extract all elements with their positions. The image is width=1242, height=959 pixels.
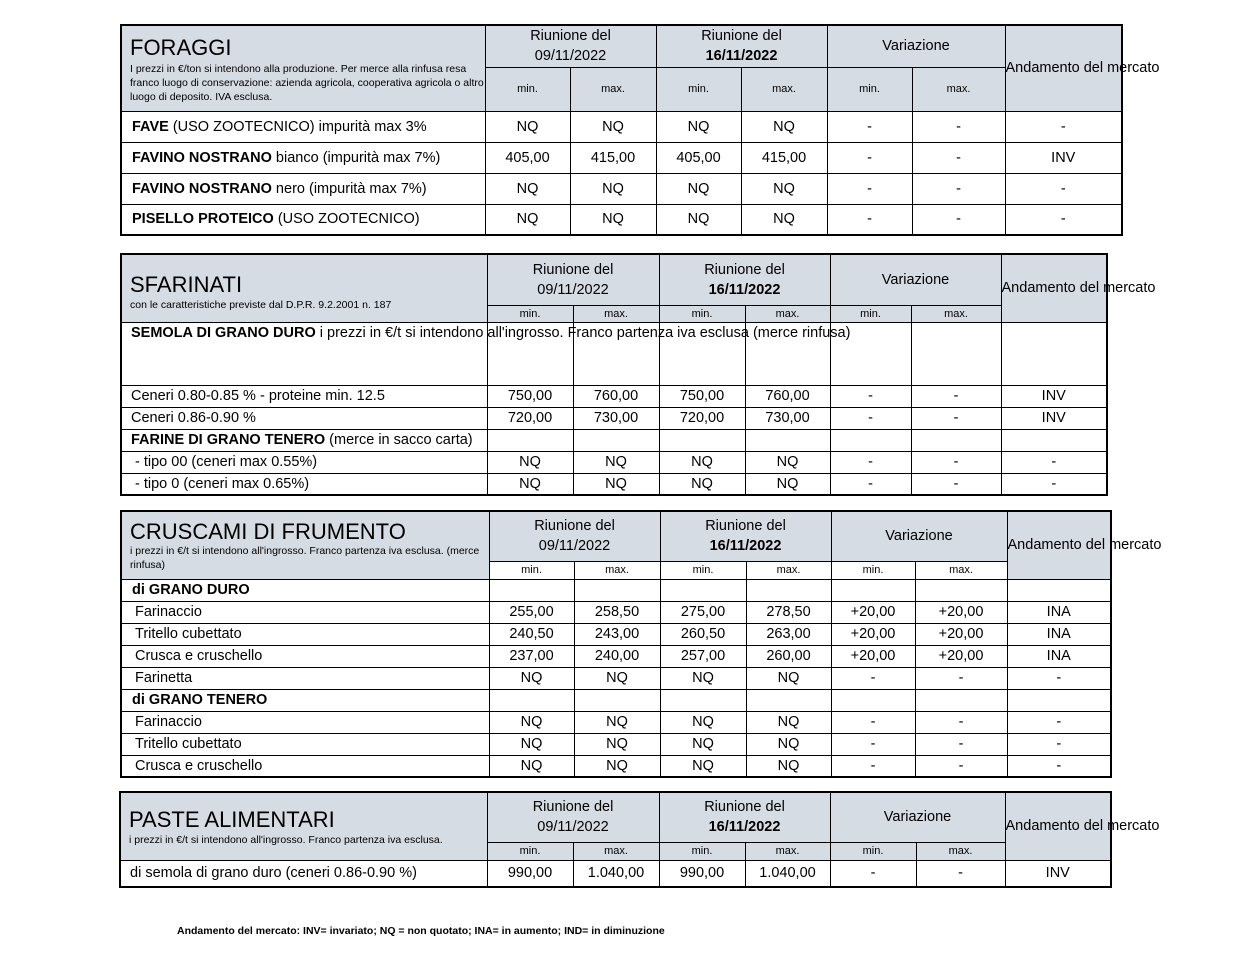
var-max-value: - [911, 407, 1001, 429]
min-1-value: 990,00 [487, 860, 573, 887]
meeting-label: Riunione del [530, 28, 611, 45]
max-1-value: NQ [570, 111, 656, 142]
andamento-header: Andamento del mercato [1001, 254, 1107, 322]
max-2-value: NQ [745, 451, 830, 473]
meeting-2-date: 16/11/2022 [709, 538, 782, 555]
max-2-value: 263,00 [746, 623, 831, 645]
meeting-2-header [659, 792, 830, 842]
max-1-value: 760,00 [573, 385, 659, 407]
min-2-value: 405,00 [656, 142, 741, 173]
min-2-value: 750,00 [659, 385, 745, 407]
min-1-value: NQ [487, 473, 573, 495]
table-row [121, 667, 1111, 689]
paste-title-cell [120, 792, 487, 860]
var-max-value: - [915, 711, 1007, 733]
table-row [121, 473, 1107, 495]
min-2-value: NQ [660, 711, 746, 733]
max-label: max. [745, 842, 830, 860]
trend-value: - [1005, 173, 1122, 204]
table-row [121, 755, 1111, 777]
trend-value: - [1005, 204, 1122, 235]
row-label [121, 204, 485, 235]
trend-value: - [1007, 733, 1111, 755]
var-min-value: +20,00 [831, 623, 915, 645]
meeting-1-header [485, 25, 656, 67]
meeting-1-header [489, 511, 660, 561]
cruscami-description: i prezzi in €/t si intendono all'ingrosso. Franco partenza iva esclusa. (merce rinfusa) [130, 545, 480, 571]
min-label: min. [659, 842, 745, 860]
variazione-header: Variazione [830, 254, 1001, 305]
meeting-2-header [656, 25, 827, 67]
meeting-2-header [659, 254, 830, 305]
row-label: Tritello cubettato [121, 733, 489, 755]
trend-value: INV [1001, 407, 1107, 429]
table-row [121, 173, 1122, 204]
min-2-value: 260,50 [660, 623, 746, 645]
trend-value: INA [1007, 623, 1111, 645]
cruscami-table [120, 510, 1162, 778]
product-name: FAVINO NOSTRANO [132, 149, 272, 166]
empty-cell [660, 579, 746, 601]
empty-cell [831, 689, 915, 711]
sfarinati-title: SFARINATI [130, 272, 243, 297]
meeting-2-date: 16/11/2022 [708, 819, 781, 836]
trend-value: - [1007, 667, 1111, 689]
max-2-value: 760,00 [745, 385, 830, 407]
paste-title: PASTE ALIMENTARI [129, 807, 335, 832]
empty-cell [1007, 689, 1111, 711]
trend-value: INA [1007, 645, 1111, 667]
empty-cell [746, 579, 831, 601]
var-max-value: - [911, 385, 1001, 407]
min-label: min. [831, 561, 915, 579]
table-row [121, 645, 1111, 667]
row-label: Crusca e cruschello [121, 755, 489, 777]
table-row [121, 733, 1111, 755]
meeting-2-date: 16/11/2022 [705, 48, 778, 65]
min-1-value: NQ [489, 755, 574, 777]
var-min-value: - [831, 667, 915, 689]
row-label [121, 111, 485, 142]
var-min-value: - [827, 204, 912, 235]
min-1-value: 405,00 [485, 142, 570, 173]
empty-cell [574, 689, 660, 711]
empty-cell [746, 689, 831, 711]
max-1-value: 730,00 [573, 407, 659, 429]
min-1-value: 750,00 [487, 385, 573, 407]
table-row [121, 204, 1122, 235]
max-2-value: NQ [741, 111, 827, 142]
var-min-value: - [831, 711, 915, 733]
table-row [121, 142, 1122, 173]
trend-value: INV [1001, 385, 1107, 407]
var-max-value: - [915, 667, 1007, 689]
max-1-value: NQ [574, 755, 660, 777]
min-label: min. [830, 305, 911, 322]
var-min-value: - [830, 407, 911, 429]
empty-cell [911, 429, 1001, 451]
max-1-value: NQ [570, 204, 656, 235]
max-label: max. [741, 67, 827, 111]
trend-value: INV [1005, 142, 1122, 173]
legend-footnote: Andamento del mercato: INV= invariato; NQ = non quotato; INA= in aumento; IND= in diminuzione [177, 925, 665, 937]
meeting-label: Riunione del [704, 261, 785, 278]
foraggi-table [120, 24, 1160, 236]
max-1-value: 415,00 [570, 142, 656, 173]
min-2-value: NQ [656, 204, 741, 235]
min-label: min. [659, 305, 745, 322]
max-label: max. [573, 842, 659, 860]
andamento-header: Andamento del mercato [1005, 25, 1122, 111]
meeting-1-date: 09/11/2022 [537, 281, 609, 298]
empty-cell [915, 689, 1007, 711]
max-2-value: 260,00 [746, 645, 831, 667]
min-2-value: 720,00 [659, 407, 745, 429]
empty-cell [659, 429, 745, 451]
min-1-value: NQ [485, 204, 570, 235]
table-row [121, 451, 1107, 473]
min-label: min. [485, 67, 570, 111]
trend-value: - [1007, 755, 1111, 777]
max-2-value: NQ [746, 711, 831, 733]
var-max-value: - [912, 142, 1005, 173]
max-1-value: NQ [573, 473, 659, 495]
table-row [121, 407, 1107, 429]
min-1-value: NQ [487, 451, 573, 473]
grano-tenero-section-header: di GRANO TENERO [121, 689, 489, 711]
row-label: Tritello cubettato [121, 623, 489, 645]
row-label [121, 142, 485, 173]
max-1-value: NQ [574, 667, 660, 689]
meeting-1-date: 09/11/2022 [534, 48, 607, 65]
max-label: max. [746, 561, 831, 579]
trend-value: INV [1005, 860, 1111, 887]
var-max-value: - [915, 733, 1007, 755]
row-label: Farinaccio [121, 601, 489, 623]
meeting-1-header [487, 792, 659, 842]
min-2-value: 257,00 [660, 645, 746, 667]
meeting-label: Riunione del [701, 28, 782, 45]
var-min-value: - [830, 385, 911, 407]
table-row [121, 623, 1111, 645]
row-label: Ceneri 0.80-0.85 % - proteine min. 12.5 [121, 385, 487, 407]
trend-value: - [1005, 111, 1122, 142]
var-max-value: +20,00 [915, 623, 1007, 645]
max-1-value: 240,00 [574, 645, 660, 667]
min-2-value: 275,00 [660, 601, 746, 623]
meeting-1-date: 09/11/2022 [538, 538, 611, 555]
var-min-value: - [830, 860, 916, 887]
max-2-value: NQ [741, 173, 827, 204]
foraggi-title: FORAGGI [130, 35, 232, 60]
var-min-value: - [827, 142, 912, 173]
empty-cell [911, 322, 1001, 385]
grano-duro-section-header: di GRANO DURO [121, 579, 489, 601]
max-1-value: 1.040,00 [573, 860, 659, 887]
trend-value: - [1001, 473, 1107, 495]
min-2-value: NQ [656, 111, 741, 142]
empty-cell [831, 579, 915, 601]
max-label: max. [745, 305, 830, 322]
max-2-value: NQ [745, 473, 830, 495]
semola-section-header [121, 322, 851, 385]
var-max-value: - [912, 173, 1005, 204]
table-row [120, 860, 1111, 887]
min-2-value: NQ [659, 473, 745, 495]
product-spec: bianco (impurità max 7%) [271, 149, 441, 166]
var-min-value: - [827, 173, 912, 204]
min-2-value: NQ [656, 173, 741, 204]
empty-cell [1001, 429, 1107, 451]
sfarinati-description: con le caratteristiche previste dal D.P.R. 9.2.2001 n. 187 [130, 299, 392, 311]
var-min-value: - [830, 451, 911, 473]
product-name: FAVE [132, 118, 169, 135]
min-1-value: NQ [485, 173, 570, 204]
min-2-value: NQ [660, 667, 746, 689]
max-label: max. [574, 561, 660, 579]
var-min-value: +20,00 [831, 645, 915, 667]
foraggi-description: I prezzi in €/ton si intendono alla produzione. Per merce alla rinfusa resa franco luogo di conservazione: azienda agricola, cooperativa agricola o altro luogo di deposito. IVA esclusa. [130, 63, 484, 103]
table-row [121, 385, 1107, 407]
min-2-value: NQ [660, 733, 746, 755]
var-min-value: +20,00 [831, 601, 915, 623]
var-max-value: +20,00 [915, 645, 1007, 667]
max-2-value: 1.040,00 [745, 860, 830, 887]
trend-value: - [1007, 711, 1111, 733]
max-1-value: 243,00 [574, 623, 660, 645]
var-max-value: - [911, 451, 1001, 473]
empty-cell [660, 689, 746, 711]
max-label: max. [915, 561, 1007, 579]
var-min-value: - [831, 733, 915, 755]
var-min-value: - [827, 111, 912, 142]
paste-table [119, 791, 1160, 888]
max-label: max. [916, 842, 1005, 860]
min-label: min. [656, 67, 741, 111]
product-name: FAVINO NOSTRANO [132, 180, 272, 197]
table-row [121, 111, 1122, 142]
meeting-label: Riunione del [532, 799, 614, 816]
row-label: Ceneri 0.86-0.90 % [121, 407, 487, 429]
max-label: max. [570, 67, 656, 111]
variazione-header: Variazione [831, 511, 1007, 561]
var-min-value: - [831, 755, 915, 777]
meeting-label: Riunione del [704, 799, 785, 816]
empty-cell [1001, 322, 1107, 385]
product-spec: (USO ZOOTECNICO) [273, 211, 420, 228]
meeting-2-date: 16/11/2022 [708, 281, 781, 298]
empty-cell [1007, 579, 1111, 601]
min-label: min. [489, 561, 574, 579]
meeting-label: Riunione del [705, 518, 786, 535]
semola-title: SEMOLA DI GRANO DURO [131, 324, 316, 341]
max-2-value: NQ [741, 204, 827, 235]
min-1-value: 240,50 [489, 623, 574, 645]
empty-cell [489, 689, 574, 711]
table-row [121, 601, 1111, 623]
min-1-value: 720,00 [487, 407, 573, 429]
cruscami-title: CRUSCAMI DI FRUMENTO [130, 519, 406, 544]
trend-value: INA [1007, 601, 1111, 623]
min-1-value: NQ [489, 667, 574, 689]
var-max-value: - [915, 755, 1007, 777]
max-label: max. [912, 67, 1005, 111]
var-max-value: - [916, 860, 1005, 887]
max-1-value: NQ [574, 733, 660, 755]
cruscami-title-cell [121, 511, 489, 579]
empty-cell [573, 429, 659, 451]
empty-cell [830, 429, 911, 451]
meeting-1-date: 09/11/2022 [537, 819, 609, 836]
product-spec: nero (impurità max 7%) [271, 180, 427, 197]
meeting-label: Riunione del [534, 518, 615, 535]
min-1-value: NQ [489, 733, 574, 755]
min-label: min. [827, 67, 912, 111]
max-1-value: NQ [573, 451, 659, 473]
min-label: min. [660, 561, 746, 579]
farine-title: FARINE DI GRANO TENERO [131, 432, 326, 448]
max-label: max. [573, 305, 659, 322]
foraggi-title-cell [121, 25, 485, 111]
farine-section-header [121, 429, 487, 451]
min-label: min. [830, 842, 916, 860]
max-2-value: 730,00 [745, 407, 830, 429]
empty-cell [574, 579, 660, 601]
max-label: max. [911, 305, 1001, 322]
row-label [121, 173, 485, 204]
andamento-header: Andamento del mercato [1005, 792, 1111, 860]
min-2-value: 990,00 [659, 860, 745, 887]
row-label: Crusca e cruschello [121, 645, 489, 667]
min-1-value: 237,00 [489, 645, 574, 667]
max-1-value: NQ [574, 711, 660, 733]
empty-cell [745, 429, 830, 451]
trend-value: - [1001, 451, 1107, 473]
var-max-value: - [912, 204, 1005, 235]
min-1-value: 255,00 [489, 601, 574, 623]
row-label: Farinaccio [121, 711, 489, 733]
min-1-value: NQ [489, 711, 574, 733]
row-label: - tipo 0 (ceneri max 0.65%) [121, 473, 487, 495]
min-label: min. [487, 842, 573, 860]
min-2-value: NQ [660, 755, 746, 777]
sfarinati-title-cell [121, 254, 487, 322]
meeting-2-header [660, 511, 831, 561]
max-1-value: 258,50 [574, 601, 660, 623]
product-spec: (USO ZOOTECNICO) impurità max 3% [168, 118, 427, 135]
empty-cell [915, 579, 1007, 601]
product-name: PISELLO PROTEICO [132, 211, 274, 228]
variazione-header: Variazione [827, 25, 1005, 67]
row-label: Farinetta [121, 667, 489, 689]
paste-description: i prezzi in €/t si intendono all'ingrosso. Franco partenza iva esclusa. [129, 834, 443, 846]
var-max-value: - [911, 473, 1001, 495]
empty-cell [489, 579, 574, 601]
table-row [121, 711, 1111, 733]
max-2-value: 415,00 [741, 142, 827, 173]
semola-description: i prezzi in €/t si intendono all'ingrosso. Franco partenza iva esclusa (merce rinfusa) [315, 324, 851, 341]
min-2-value: NQ [659, 451, 745, 473]
min-1-value: NQ [485, 111, 570, 142]
meeting-1-header [487, 254, 659, 305]
row-label: di semola di grano duro (ceneri 0.86-0.90 %) [120, 860, 487, 887]
sfarinati-table [120, 253, 1156, 496]
max-1-value: NQ [570, 173, 656, 204]
meeting-label: Riunione del [532, 261, 614, 278]
max-2-value: NQ [746, 667, 831, 689]
max-2-value: NQ [746, 733, 831, 755]
min-label: min. [487, 305, 573, 322]
empty-cell [487, 429, 573, 451]
var-min-value: - [830, 473, 911, 495]
var-max-value: +20,00 [915, 601, 1007, 623]
max-2-value: 278,50 [746, 601, 831, 623]
max-2-value: NQ [746, 755, 831, 777]
variazione-header: Variazione [830, 792, 1005, 842]
farine-description: (merce in sacco carta) [325, 432, 473, 448]
var-max-value: - [912, 111, 1005, 142]
andamento-header: Andamento del mercato [1007, 511, 1111, 579]
row-label: - tipo 00 (ceneri max 0.55%) [121, 451, 487, 473]
